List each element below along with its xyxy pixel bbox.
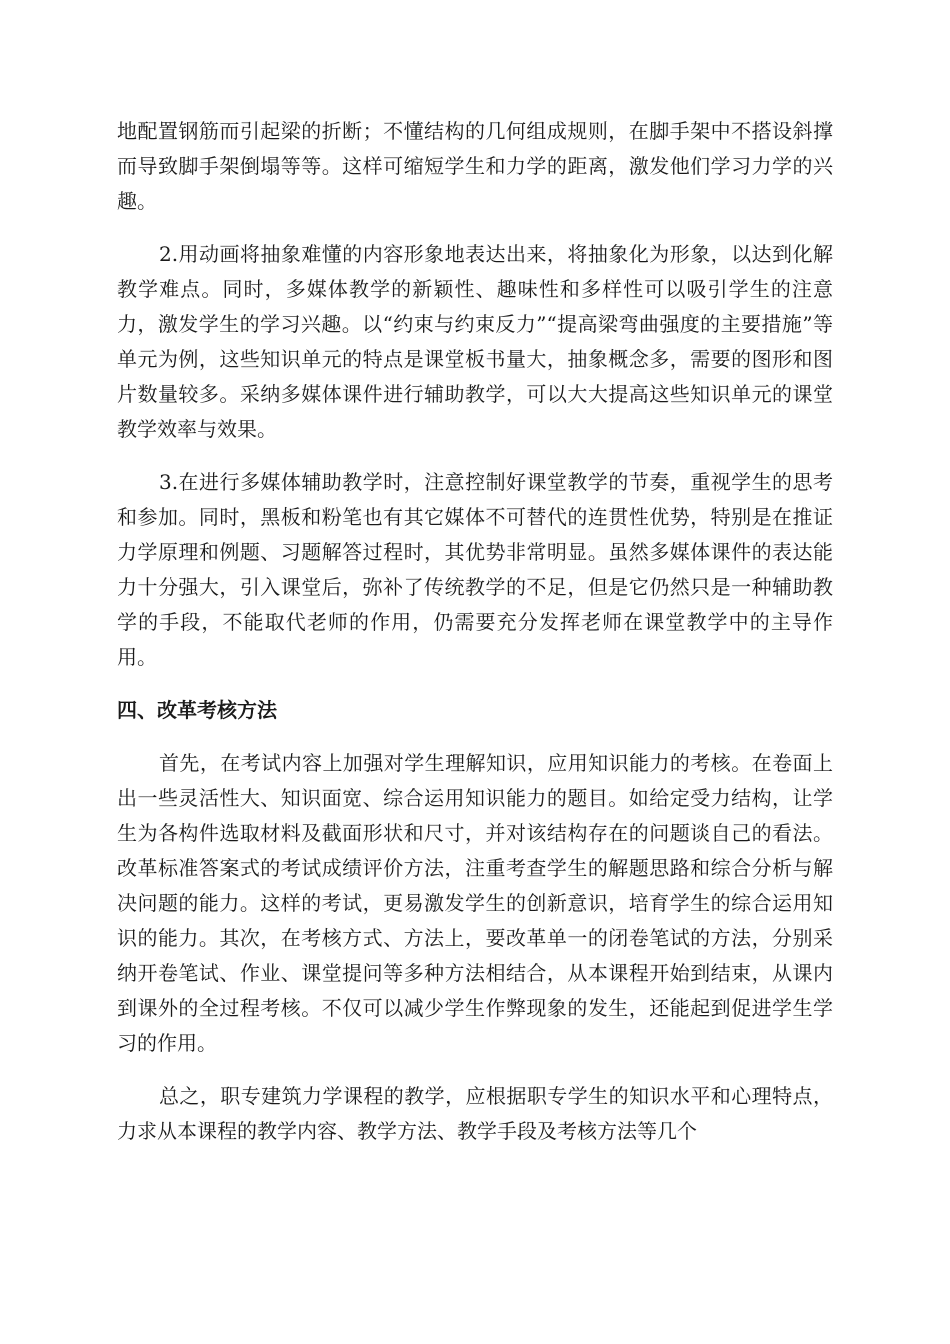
paragraph-assessment: 首先，在考试内容上加强对学生理解知识，应用知识能力的考核。在卷面上出一些灵活性大、知识面宽、综合运用知识能力的题目。如给定受力结构，让学生为各构件选取材料及截面形状和尺寸，并对该结构存在的问题谈自己的看法。改革标准答案式的考试成绩评价方法，注重考查学生的解题思路和综合分析与解决问题的能力。这样的考试，更易激发学生的创新意识，培育学生的综合运用知识的能力。其次，在考核方式、方法上，要改革单一的闭卷笔试的方法，分别采纳开卷笔试、作业、课堂提问等多种方法相结合，从本课程开始到结束，从课内到课外的全过程考核。不仅可以减少学生作弊现象的发生，还能起到促进学生学习的作用。	[117, 751, 833, 1055]
paragraph-item-2: 2.用动画将抽象难懂的内容形象地表达出来，将抽象化为形象，以达到化解教学难点。同时，多媒体教学的新颖性、趣味性和多样性可以吸引学生的注意力，激发学生的学习兴趣。以“约束与约束反力”“提高梁弯曲强度的主要措施”等单元为例，这些知识单元的特点是课堂板书量大，抽象概念多，需要的图形和图片数量较多。采纳多媒体课件进行辅助教学，可以大大提高这些知识单元的课堂教学效率与效果。	[117, 242, 833, 441]
paragraph-continuation: 地配置钢筋而引起梁的折断；不懂结构的几何组成规则，在脚手架中不搭设斜撑而导致脚手架倒塌等等。这样可缩短学生和力学的距离，激发他们学习力学的兴趣。	[117, 119, 833, 213]
paragraph-item-3: 3.在进行多媒体辅助教学时，注意控制好课堂教学的节奏，重视学生的思考和参加。同时，黑板和粉笔也有其它媒体不可替代的连贯性优势，特别是在推证力学原理和例题、习题解答过程时，其优势非常明显。虽然多媒体课件的表达能力十分强大，引入课堂后，弥补了传统教学的不足，但是它仍然只是一种辅助教学的手段，不能取代老师的作用，仍需要充分发挥老师在课堂教学中的主导作用。	[117, 470, 833, 669]
document-body	[117, 114, 833, 1167]
section-heading: 四、改革考核方法	[117, 698, 277, 722]
paragraph-conclusion: 总之，职专建筑力学课程的教学，应根据职专学生的知识水平和心理特点，力求从本课程的教学内容、教学方法、教学手段及考核方法等几个	[117, 1084, 833, 1143]
